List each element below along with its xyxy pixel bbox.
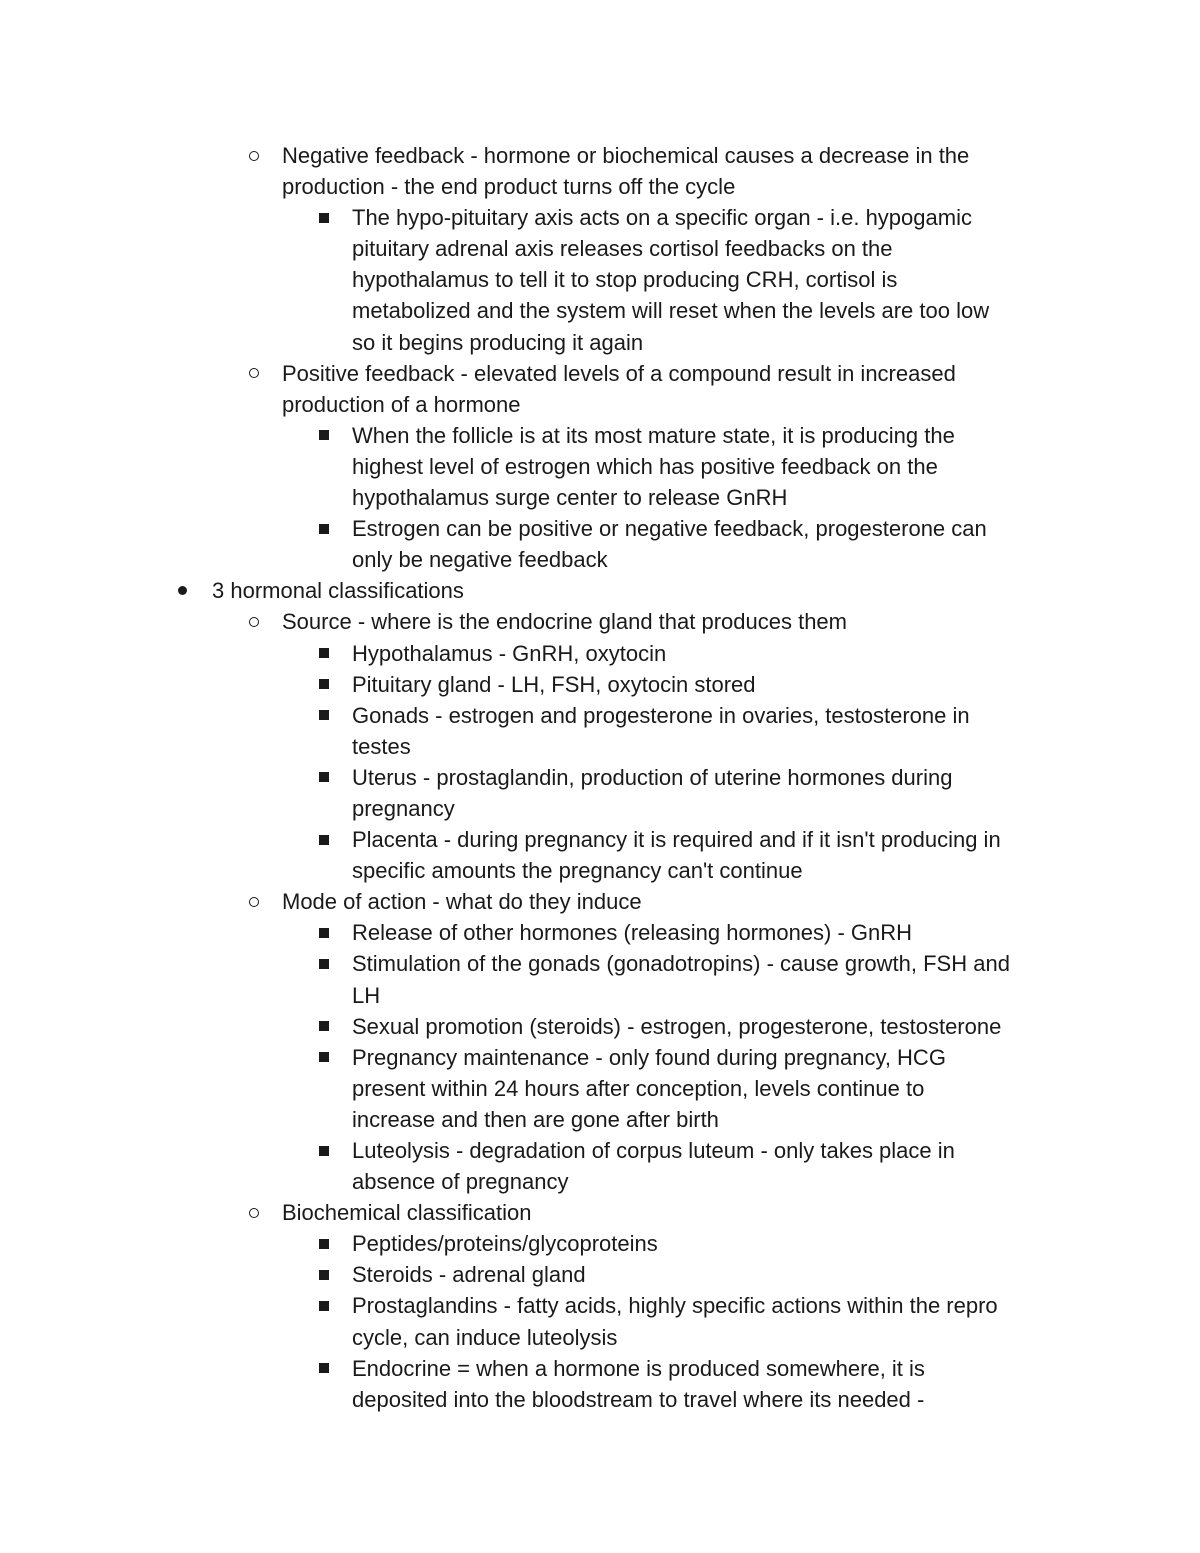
text-line [0, 1290, 1200, 1321]
line-text: metabolized and the system will reset when the levels are too low [352, 298, 990, 324]
line-text: When the follicle is at its most mature state, it is producing the [352, 422, 955, 448]
square-bullet-icon [316, 1011, 332, 1042]
text-line [0, 948, 1200, 979]
text-line [0, 731, 1200, 762]
text-line [0, 1073, 1200, 1104]
text-line [0, 824, 1200, 855]
square-bullet-icon [316, 824, 332, 855]
square-bullet-icon [316, 513, 332, 544]
text-line [0, 606, 1200, 637]
line-text: Steroids - adrenal gland [352, 1262, 586, 1288]
line-text: hypothalamus to tell it to stop producing CRH, cortisol is [352, 267, 898, 293]
text-line [0, 1011, 1200, 1042]
line-text: so it begins producing it again [352, 329, 644, 355]
text-line [0, 669, 1200, 700]
circle-bullet-icon [246, 358, 262, 389]
square-bullet-icon [316, 1290, 332, 1321]
line-text: Hypothalamus - GnRH, oxytocin [352, 640, 667, 666]
square-bullet-icon [316, 1353, 332, 1384]
line-text: The hypo-pituitary axis acts on a specific organ - i.e. hypogamic [352, 205, 972, 231]
square-bullet-icon [316, 202, 332, 233]
text-line [0, 1353, 1200, 1384]
line-text: Endocrine = when a hormone is produced somewhere, it is [352, 1355, 925, 1381]
text-line [0, 917, 1200, 948]
line-text: increase and then are gone after birth [352, 1106, 719, 1132]
text-line [0, 202, 1200, 233]
line-text: deposited into the bloodstream to travel where its needed - [352, 1386, 925, 1412]
text-line [0, 295, 1200, 326]
line-text: Sexual promotion (steroids) - estrogen, progesterone, testosterone [352, 1013, 1002, 1039]
text-line [0, 264, 1200, 295]
square-bullet-icon [316, 1228, 332, 1259]
text-line [0, 1104, 1200, 1135]
text-line [0, 171, 1200, 202]
text-line [0, 482, 1200, 513]
text-line [0, 140, 1200, 171]
text-line [0, 793, 1200, 824]
line-text: Pituitary gland - LH, FSH, oxytocin stored [352, 671, 756, 697]
text-line [0, 1197, 1200, 1228]
text-line [0, 327, 1200, 358]
line-text: production - the end product turns off the cycle [282, 174, 736, 200]
square-bullet-icon [316, 420, 332, 451]
dot-bullet-icon [174, 575, 190, 606]
square-bullet-icon [316, 669, 332, 700]
text-line [0, 980, 1200, 1011]
circle-bullet-icon [246, 886, 262, 917]
line-text: absence of pregnancy [352, 1169, 569, 1195]
text-line [0, 513, 1200, 544]
line-text: Uterus - prostaglandin, production of uterine hormones during [352, 764, 953, 790]
circle-bullet-icon [246, 140, 262, 171]
square-bullet-icon [316, 638, 332, 669]
text-line [0, 420, 1200, 451]
text-line [0, 389, 1200, 420]
text-line [0, 762, 1200, 793]
square-bullet-icon [316, 700, 332, 731]
text-line [0, 451, 1200, 482]
line-text: Pregnancy maintenance - only found during pregnancy, HCG [352, 1044, 946, 1070]
text-line [0, 233, 1200, 264]
line-text: hypothalamus surge center to release GnRH [352, 485, 788, 511]
square-bullet-icon [316, 917, 332, 948]
text-line [0, 1322, 1200, 1353]
line-text: Biochemical classification [282, 1200, 532, 1226]
line-text: LH [352, 982, 381, 1008]
line-text: Luteolysis - degradation of corpus luteum - only takes place in [352, 1138, 955, 1163]
line-text: Positive feedback - elevated levels of a compound result in increased [282, 360, 956, 386]
line-text: highest level of estrogen which has positive feedback on the [352, 453, 938, 479]
text-line [0, 1228, 1200, 1259]
text-line [0, 1259, 1200, 1290]
line-text: Stimulation of the gonads (gonadotropins) - cause growth, FSH and [352, 951, 1010, 977]
text-line [0, 575, 1200, 606]
square-bullet-icon [316, 1259, 332, 1290]
line-text: testes [352, 733, 411, 759]
document-page [0, 140, 1200, 1415]
line-text: Placenta - during pregnancy it is required and if it isn't producing in [352, 827, 1001, 853]
text-line [0, 1135, 1200, 1166]
line-text: pituitary adrenal axis releases cortisol feedbacks on the [352, 236, 893, 262]
text-line [0, 544, 1200, 575]
line-text: Prostaglandins - fatty acids, highly specific actions within the repro [352, 1293, 998, 1319]
line-text: Gonads - estrogen and progesterone in ovaries, testosterone in [352, 702, 970, 728]
line-text: Estrogen can be positive or negative feedback, progesterone can [352, 516, 987, 542]
square-bullet-icon [316, 1135, 332, 1166]
line-text: Release of other hormones (releasing hormones) - GnRH [352, 920, 913, 946]
line-text: specific amounts the pregnancy can't continue [352, 858, 803, 884]
text-line [0, 1166, 1200, 1197]
line-text: production of a hormone [282, 391, 521, 417]
text-line [0, 638, 1200, 669]
square-bullet-icon [316, 762, 332, 793]
line-text: pregnancy [352, 795, 455, 821]
circle-bullet-icon [246, 606, 262, 637]
circle-bullet-icon [246, 1197, 262, 1228]
line-text: Mode of action - what do they induce [282, 889, 642, 915]
text-line [0, 1384, 1200, 1415]
line-text: Peptides/proteins/glycoproteins [352, 1231, 658, 1257]
text-line [0, 700, 1200, 731]
line-text: 3 hormonal classifications [212, 578, 464, 604]
line-text: Source - where is the endocrine gland that produces them [282, 609, 847, 635]
text-line [0, 886, 1200, 917]
square-bullet-icon [316, 1042, 332, 1073]
line-text: cycle, can induce luteolysis [352, 1324, 618, 1350]
line-text: only be negative feedback [352, 547, 608, 573]
square-bullet-icon [316, 948, 332, 979]
line-text: present within 24 hours after conception, levels continue to [352, 1075, 925, 1101]
text-line [0, 855, 1200, 886]
line-text: Negative feedback - hormone or biochemical causes a decrease in the [282, 143, 970, 168]
text-line [0, 358, 1200, 389]
text-line [0, 1042, 1200, 1073]
